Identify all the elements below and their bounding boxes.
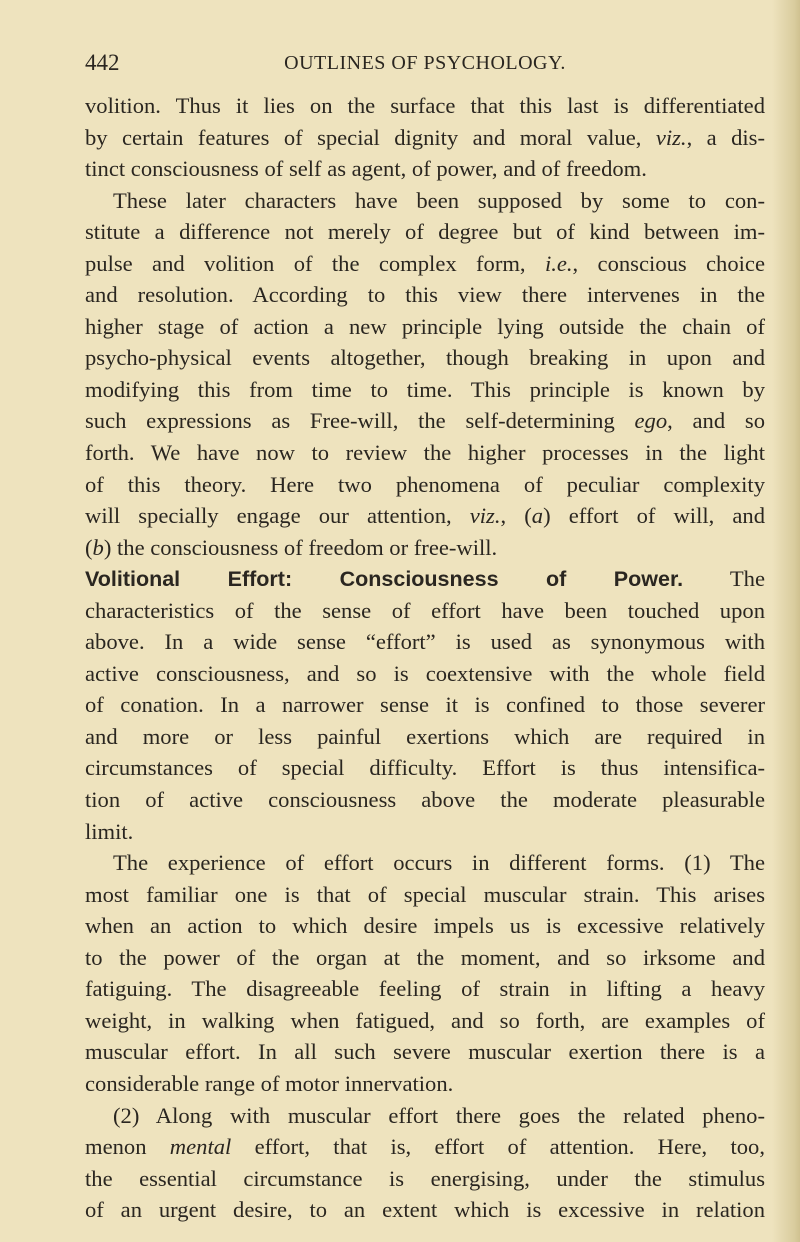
text-line: considerable range of motor innervation. — [85, 1070, 454, 1096]
text-line: and more or less painful exertions which are required in — [85, 723, 765, 749]
text-line: pulse and volition of the complex form, i.e., conscious choice — [85, 250, 765, 276]
text-line: and resolution. According to this view there intervenes in the — [85, 282, 765, 308]
page-header — [85, 50, 765, 80]
body-text — [85, 90, 765, 1226]
text-line: of conation. In a narrower sense it is confined to those severer — [85, 692, 765, 718]
text-line: menon mental effort, that is, effort of attention. Here, too, — [85, 1134, 765, 1160]
text-line: muscular effort. In all such severe muscular exertion there is a — [85, 1039, 765, 1065]
text-line: volition. Thus it lies on the surface that this last is differentiated — [85, 93, 765, 118]
text-line: Volitional Effort: Consciousness of Power. The — [85, 566, 765, 592]
section-heading: Volitional Effort: Consciousness of Power. — [85, 567, 684, 592]
italic-term: ego — [634, 408, 668, 434]
text-line: psycho-physical events altogether, though breaking in upon and — [85, 345, 765, 371]
text-line: of an urgent desire, to an extent which is excessive in relation — [85, 1197, 765, 1223]
text-line: (2) Along with muscular effort there goes the related pheno- — [113, 1102, 765, 1128]
italic-term: mental — [169, 1134, 232, 1160]
text-line: the essential circumstance is energising, under the stimulus — [85, 1165, 765, 1191]
text-line: active consciousness, and so is coextensive with the whole field — [85, 660, 765, 686]
text-line: These later characters have been supposed by some to con- — [113, 187, 765, 213]
text-line: weight, in walking when fatigued, and so forth, are examples of — [85, 1007, 765, 1033]
text-line: such expressions as Free-will, the self-determining ego, and so — [85, 408, 765, 434]
italic-term: a — [531, 503, 544, 529]
text-line: most familiar one is that of special muscular strain. This arises — [85, 881, 765, 907]
text-line: higher stage of action a new principle lying outside the chain of — [85, 313, 765, 339]
text-line: modifying this from time to time. This principle is known by — [85, 376, 765, 402]
text-line: above. In a wide sense “effort” is used as synonymous with — [85, 629, 765, 655]
text-line: characteristics of the sense of effort have been touched upon — [85, 597, 765, 623]
text-line: stitute a difference not merely of degree but of kind between im- — [85, 219, 765, 245]
text-line: to the power of the organ at the moment, and so irksome and — [85, 944, 765, 970]
text-line: circumstances of special difficulty. Effort is thus intensifica- — [85, 755, 765, 781]
text-line: (b) the consciousness of freedom or free-will. — [85, 534, 498, 560]
running-title: OUTLINES OF PSYCHOLOGY. — [284, 52, 566, 74]
text-line: by certain features of special dignity and moral value, viz., a dis- — [85, 124, 765, 150]
text-line: limit. — [85, 818, 134, 844]
italic-term: viz. — [469, 503, 501, 529]
italic-term: i.e. — [544, 250, 573, 276]
text-line: The experience of effort occurs in different forms. (1) The — [113, 850, 765, 876]
text-line: will specially engage our attention, viz., (a) effort of will, and — [85, 503, 766, 529]
text-line: forth. We have now to review the higher processes in the light — [85, 440, 765, 466]
text-line: fatiguing. The disagreeable feeling of strain in lifting a heavy — [85, 976, 765, 1002]
italic-term: viz. — [655, 124, 687, 150]
text-line: when an action to which desire impels us is excessive relatively — [85, 913, 765, 939]
page-number: 442 — [85, 50, 120, 75]
text-line: tion of active consciousness above the moderate pleasurable — [85, 787, 765, 813]
italic-term: b — [92, 534, 104, 560]
text-line: tinct consciousness of self as agent, of power, and of freedom. — [85, 156, 647, 182]
text-line: of this theory. Here two phenomena of peculiar complexity — [85, 471, 765, 497]
